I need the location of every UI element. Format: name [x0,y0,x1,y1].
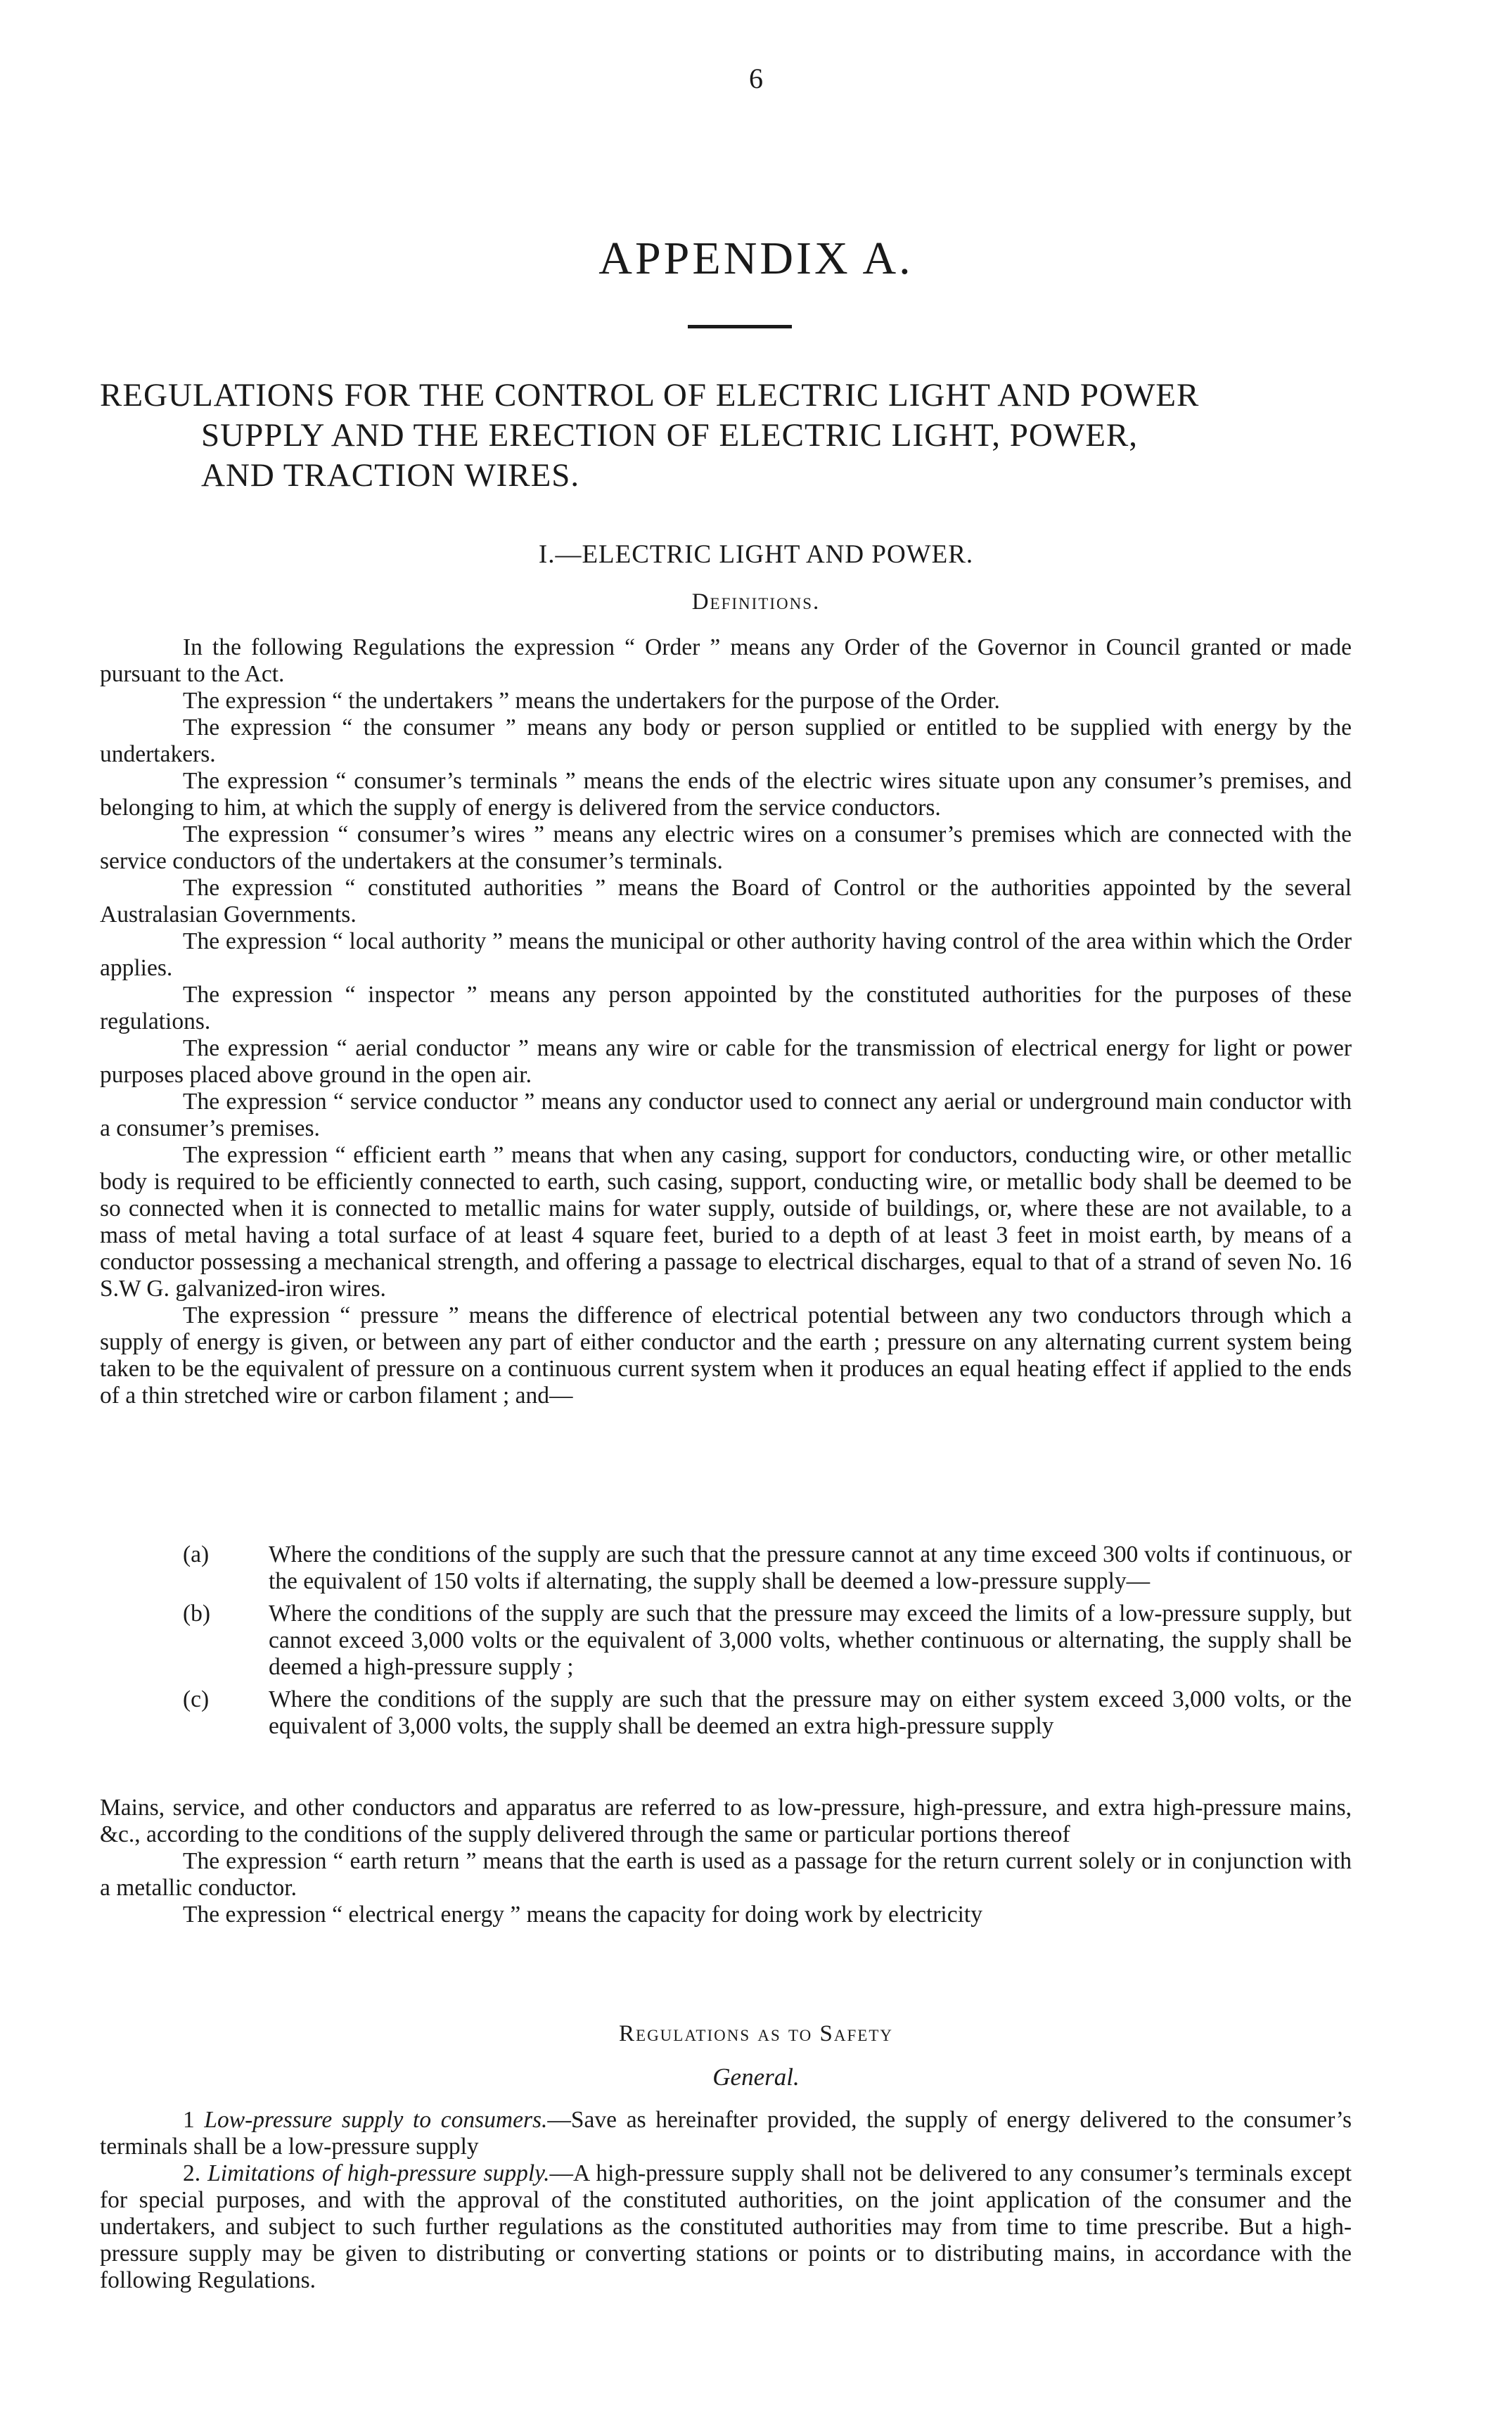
definition-paragraph: The expression “ the undertakers ” means the undertakers for the purpose of the Order. [183,688,1000,714]
definition-paragraph: The expression “ consumer’s terminals ” means the ends of the electric wires situate upon any consumer’s premises, and belonging to him, at which the supply of energy is delivered from the service conductors. [100,768,1352,821]
title-rule [688,325,792,328]
regulation-text: —Save as hereinafter provided, the supply of energy delivered to the consumer’s terminals shall be a low-pressure supply [100,2107,1352,2160]
definitions-heading: Definitions. [691,589,821,615]
regulation-title: Limitations of high-pressure supply. [207,2160,550,2186]
page-number: 6 [749,63,763,94]
section-heading: I.—ELECTRIC LIGHT AND POWER. [538,540,974,569]
definition-paragraph: The expression “ electrical energy ” means the capacity for doing work by electricity [183,1902,982,1928]
definition-paragraph: The expression “ consumer’s wires ” means any electric wires on a consumer’s premises which are connected with the service conductors of the undertakers at the consumer’s terminals. [100,821,1352,874]
regulation-number: 2. [183,2160,201,2186]
definition-paragraph: In the following Regulations the expression “ Order ” means any Order of the Governor in Council granted or made pursuant to the Act. [100,634,1352,687]
definition-paragraph: The expression “ constituted authorities ” means the Board of Control or the authorities appointed by the several Australasian Governments. [100,875,1352,928]
definition-paragraph: The expression “ inspector ” means any person appointed by the constituted authorities for the purposes of these regulations. [100,982,1352,1034]
clause-label: (c) [183,1686,210,1712]
pressure-clause-b [100,1601,1352,1681]
regulation-text: —A high-pressure supply shall not be delivered to any consumer’s terminals except for special purposes, and with the approval of the constituted authorities, on the joint application of the consumer and the undertakers, and subject to such further regulations as the constituted authorities may from time to time prescribe. But a high-pressure supply may be given to distributing or converting stations or points or to distributing mains, in accordance with the following Regulations. [100,2160,1352,2293]
pressure-clause-a [100,1541,1352,1595]
definition-paragraph: The expression “ earth return ” means that the earth is used as a passage for the return current solely or in conjunction with a metallic conductor. [100,1848,1352,1901]
definition-paragraph: The expression “ efficient earth ” means that when any casing, support for conductors, conducting wire, or other metallic body is required to be efficiently connected to earth, such casing, support, conducting wire, or metallic body shall be deemed to be so connected when it is connected to metallic mains for water supply, outside of buildings, or, where these are not available, to a mass of metal having a total surface of at least 4 square feet, buried to a depth of at least 3 feet in moist earth, by means of a conductor possessing a mechanical strength, and offering a passage to electrical discharges, equal to that of a strand of seven No. 16 S.W G. galvanized-iron wires. [100,1142,1352,1302]
definitions-list [100,634,1352,1409]
clause-text: Where the conditions of the supply are such that the pressure cannot at any time exceed 300 volts if continuous, or the equivalent of 150 volts if alternating, the supply shall be deemed a low-pressure supply— [269,1541,1352,1594]
regulations-title-line-2: SUPPLY AND THE ERECTION OF ELECTRIC LIGHT, POWER, [201,417,1138,454]
regulation-paragraph [100,2160,1352,2294]
clause-label: (b) [183,1601,211,1627]
safety-heading: Regulations as to Safety [619,2021,893,2046]
regulation-number: 1 [183,2107,195,2133]
clause-text: Where the conditions of the supply are such that the pressure may exceed the limits of a low-pressure supply, but cannot exceed 3,000 volts or the equivalent of 3,000 volts, whether continuous or alternating, the supply shall be deemed a high-pressure supply ; [269,1601,1352,1680]
regulations-title-line-1: REGULATIONS FOR THE CONTROL OF ELECTRIC LIGHT AND POWER [100,377,1200,413]
clause-label: (a) [183,1541,210,1567]
definition-paragraph: The expression “ local authority ” means the municipal or other authority having control of the area within which the Order applies. [100,928,1352,981]
definition-paragraph: The expression “ service conductor ” means any conductor used to connect any aerial or underground main conductor with a consumer’s premises. [100,1089,1352,1141]
regulation-title: Low-pressure supply to consumers. [204,2107,548,2133]
pressure-clauses [100,1541,1352,1745]
general-heading: General. [712,2063,800,2091]
definition-paragraph: The expression “ aerial conductor ” means any wire or cable for the transmission of electrical energy for light or power purposes placed above ground in the open air. [100,1035,1352,1088]
definition-paragraph: The expression “ pressure ” means the difference of electrical potential between any two conductors through which a supply of energy is given, or between any part of either conductor and the earth ; pressure on any alternating current system being taken to be the equivalent of pressure on a continuous current system when it produces an equal heating effect if applied to the ends of a thin stretched wire or carbon filament ; and— [100,1302,1352,1409]
pressure-clause-c [100,1686,1352,1740]
after-clauses [100,1795,1352,1928]
regulations-title [100,376,1352,496]
definition-paragraph: The expression “ the consumer ” means any body or person supplied or entitled to be supplied with energy by the undertakers. [100,714,1352,767]
clause-text: Where the conditions of the supply are such that the pressure may on either system exceed 3,000 volts, or the equivalent of 3,000 volts, the supply shall be deemed an extra high-pressure supply [269,1686,1352,1739]
regulations-title-line-3: AND TRACTION WIRES. [201,457,580,494]
regulation-paragraph [100,2107,1352,2160]
mains-paragraph: Mains, service, and other conductors and apparatus are referred to as low-pressure, high-pressure, and extra high-pressure mains, &c., according to the conditions of the supply delivered through the same or particular portions thereof [100,1795,1352,1847]
appendix-title: APPENDIX A. [598,233,914,284]
regulations-list [100,2107,1352,2294]
